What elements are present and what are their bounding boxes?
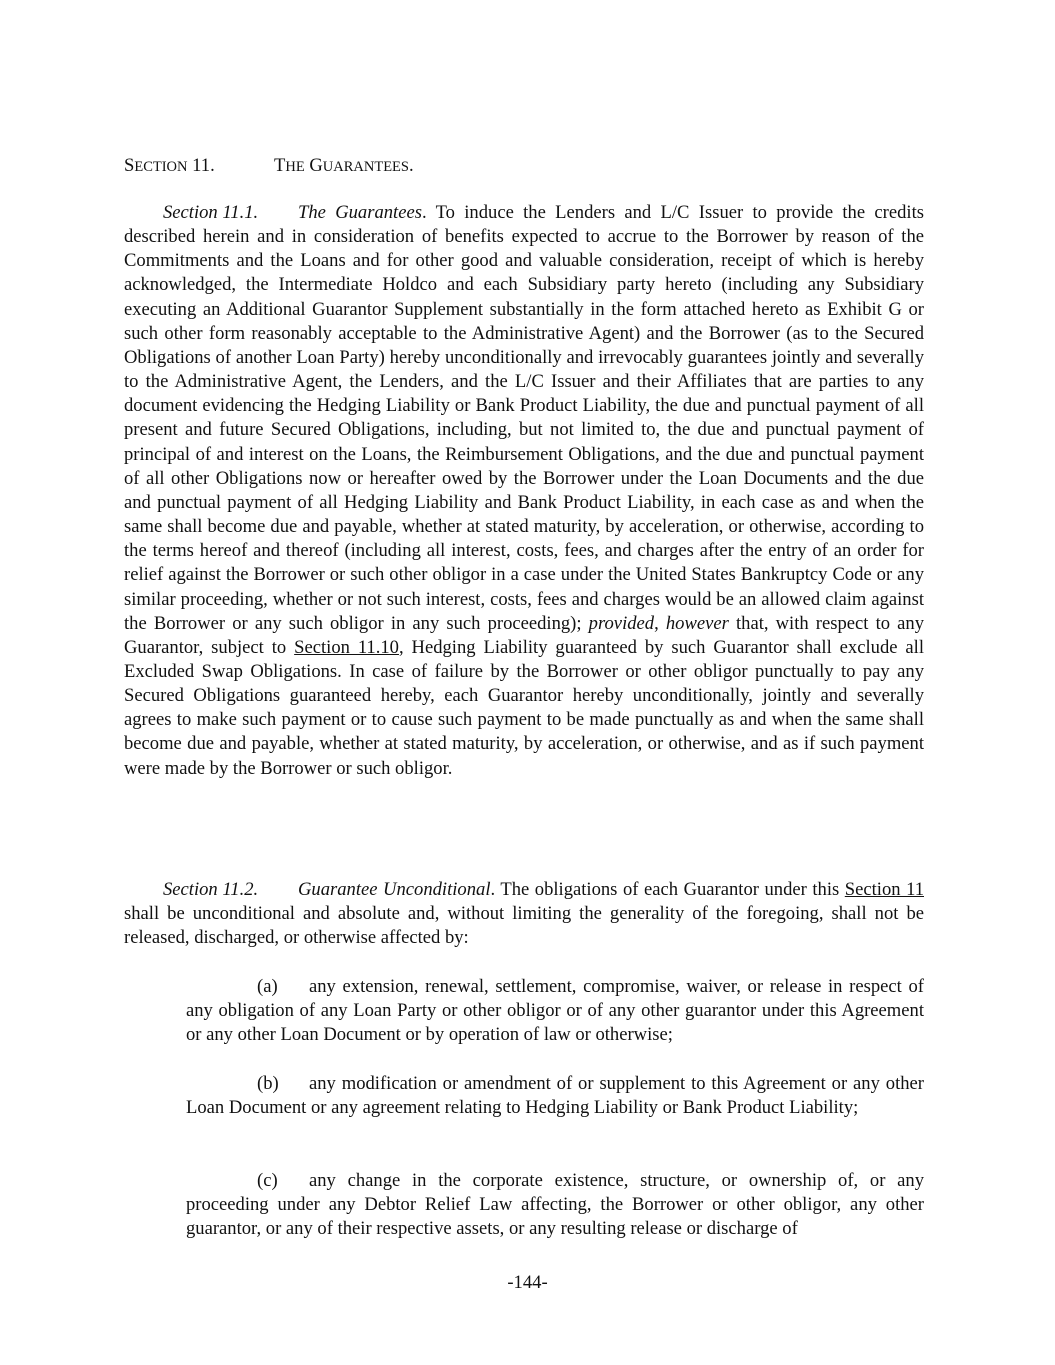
list-item-text: any extension, renewal, settlement, compromise, waiver, or release in respect of any obligation of any Loan Party or other obligor or of any other guarantor under this Agreement or any other Loan Document or by operation of law or otherwise; (186, 976, 924, 1046)
section-11-1-number: Section 11.1. (163, 202, 259, 223)
list-item (186, 1072, 924, 1120)
section-number: SECTION 11. (124, 155, 215, 176)
list-item (186, 975, 924, 1047)
section-11-2-paragraph: Section 11.2. Guarantee Unconditional. The obligations of each Guarantor under this Section 11 shall be unconditional and absolute and, without limiting the generality of the foregoing, shall not be released, discharged, or otherwise affected by: (124, 879, 924, 949)
list-item-text: any change in the corporate existence, structure, or ownership of, or any proceeding under any Debtor Relief Law affecting, the Borrower or other obligor, any other guarantor, or any of their respective assets, or any resulting release or discharge of (186, 1170, 924, 1240)
list-item-label: (a) (257, 976, 278, 997)
section-title: THE GUARANTEES. (274, 155, 414, 176)
section-11-reference: Section 11 (844, 879, 924, 900)
section-11-2-number: Section 11.2. (163, 879, 259, 900)
section-11-10-reference: Section 11.10 (294, 636, 399, 658)
section-11-2-title: Guarantee Unconditional (298, 879, 491, 900)
page-number: -144- (507, 1272, 548, 1293)
list-item-label: (c) (257, 1170, 278, 1191)
section-11-1-title: The Guarantees (298, 202, 422, 223)
list-item-text: any modification or amendment of or supplement to this Agreement or any other Loan Document or any agreement relating to Hedging Liability or Bank Product Liability; (186, 1073, 924, 1119)
section-11-1-paragraph: Section 11.1. The Guarantees. To induce the Lenders and L/C Issuer to provide the credits described herein and in consideration of benefits expected to accrue to the Borrower by reason of the Commitments and the Loans and for other good and valuable consideration, receipt of which is hereby acknowledged, the Intermediate Holdco and each Subsidiary party hereto (including any Subsidiary executing an Additional Guarantor Supplement substantially in the form attached hereto as Exhibit G or such other form reasonably acceptable to the Administrative Agent) and the Borrower (as to the Secured Obligations of another Loan Party) hereby unconditionally and irrevocably guarantees jointly and severally to the Administrative Agent, the Lenders, and the L/C Issuer and their Affiliates that are parties to any document evidencing the Hedging Liability or Bank Product Liability, the due and punctual payment of all present and future Secured Obligations, including, but not limited to, the due and punctual payment of principal of and interest on the Loans, the Reimbursement Obligations, and the due and punctual payment of all other Obligations now or hereafter owed by the Borrower under the Loan Documents and the due and punctual payment of all Hedging Liability and Bank Product Liability, in each case as and when the same shall become due and payable, whether at stated maturity, by acceleration, or otherwise, according to the terms hereof and thereof (including all interest, costs, fees, and charges after the entry of an order for relief against the Borrower or such other obligor in a case under the United States Bankruptcy Code or any similar proceeding, whether or not such interest, costs, fees and charges would be an allowed claim against the Borrower or any such obligor in any such proceeding); provided, however that, with respect to any Guarantor, subject to Section 11.10, Hedging Liability guaranteed by such Guarantor shall exclude all Excluded Swap Obligations. In case of failure by the Borrower or other obligor punctually to pay any Secured Obligations guaranteed hereby, each Guarantor hereby unconditionally, jointly and severally agrees to make such payment or to cause such payment to be made punctually as and when the same shall become due and payable, whether at stated maturity, by acceleration, or otherwise, and as if such payment were made by the Borrower or such obligor. (124, 202, 925, 779)
list-item (186, 1169, 924, 1241)
list-item-label: (b) (257, 1073, 279, 1094)
section-heading (124, 154, 414, 179)
